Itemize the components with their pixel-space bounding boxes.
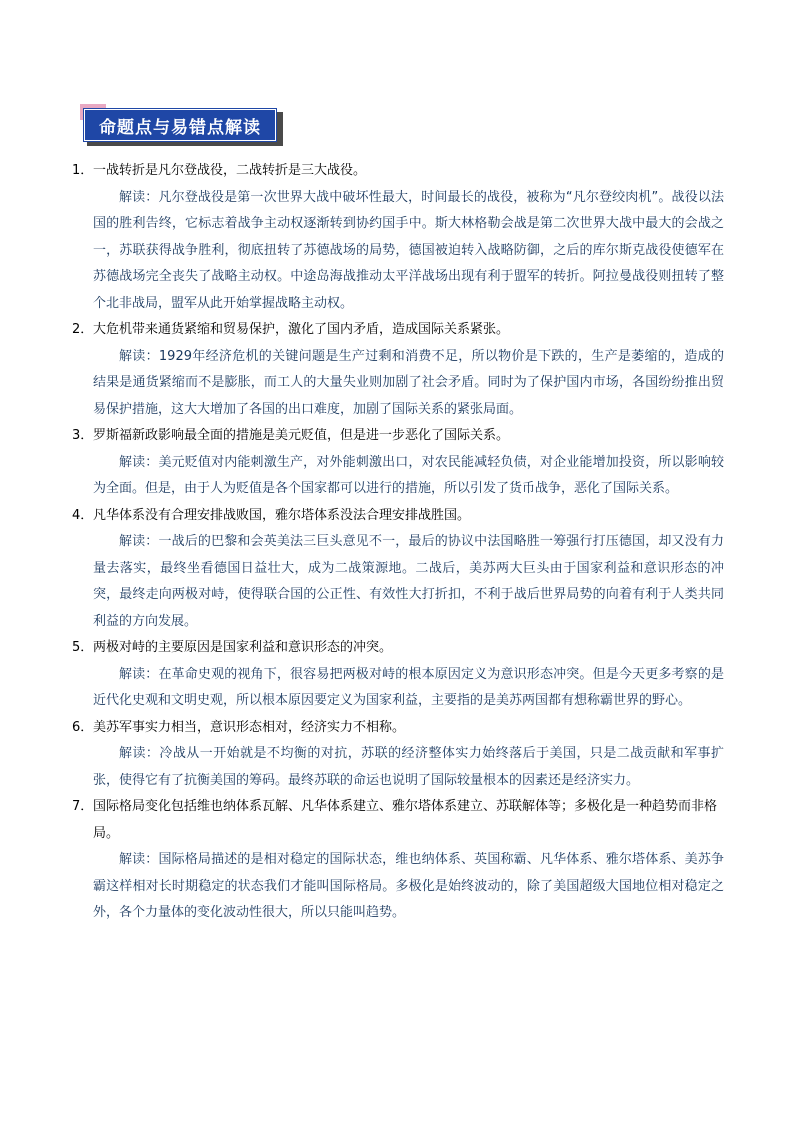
list-item [72, 635, 724, 715]
explanation [93, 529, 724, 635]
explanation-text: 1929年经济危机的关键问题是生产过剩和消费不足，所以物价是下跌的，生产是萎缩的，造成的结果是通货紧缩而不是膨胀，而工人的大量失业则加剧了社会矛盾。同时为了保护国内市场，各国纷纷推出贸易保护措施，这大大增加了各国的出口难度，加剧了国际关系的紧张局面。 [93, 348, 724, 417]
explanation-text: 凡尔登战役是第一次世界大战中破坏性最大，时间最长的战役，被称为“凡尔登绞肉机”。战役以法国的胜利告终，它标志着战争主动权逐渐转到协约国手中。斯大林格勒会战是第二次世界大战中最大的会战之一，苏联获得战争胜利，彻底扭转了苏德战场的局势，德国被迫转入战略防御，之后的库尔斯克战役使德军在苏德战场完全丧失了战略主动权。中途岛海战推动太平洋战场出现有利于盟军的转折。阿拉曼战役则扭转了整个北非战局，盟军从此开始掌握战略主动权。 [93, 189, 724, 311]
point-line [72, 158, 724, 185]
list-item [72, 503, 724, 636]
point-text: 美苏军事实力相当，意识形态相对，经济实力不相称。 [93, 719, 406, 735]
explanation-label: 解读： [119, 666, 159, 682]
points-list [72, 158, 724, 927]
list-item [72, 794, 724, 927]
point-line [72, 503, 724, 530]
item-number: 4． [72, 507, 94, 523]
point-line [72, 794, 724, 847]
list-item [72, 423, 724, 503]
explanation [93, 450, 724, 503]
explanation [93, 185, 724, 318]
item-number: 5． [72, 640, 94, 655]
item-number: 1． [72, 163, 94, 178]
point-text: 国际格局变化包括维也纳体系瓦解、凡华体系建立、雅尔塔体系建立、苏联解体等；多极化是一种趋势而非格局。 [93, 799, 718, 841]
explanation [93, 847, 724, 927]
list-item [72, 317, 724, 423]
explanation-label: 解读： [119, 189, 159, 205]
explanation-label: 解读： [119, 852, 159, 867]
explanation-label: 解读： [119, 534, 159, 549]
section-title: 命题点与易错点解读 [99, 117, 261, 138]
point-text: 罗斯福新政影响最全面的措施是美元贬值，但是进一步恶化了国际关系。 [93, 428, 510, 443]
explanation [93, 741, 724, 794]
item-number: 3． [72, 428, 94, 443]
list-item [72, 158, 724, 317]
section-header [80, 104, 284, 148]
explanation-text: 美元贬值对内能刺激生产，对外能刺激出口，对农民能减轻负债，对企业能增加投资，所以影响较为全面。但是，由于人为贬值是各个国家都可以进行的措施，所以引发了货币战争，恶化了国际关系。 [93, 454, 724, 496]
explanation-text: 在革命史观的视角下，很容易把两极对峙的根本原因定义为意识形态冲突。但是今天更多考察的是近代化史观和文明史观，所以根本原因要定义为国家利益，主要指的是美苏两国都有想称霸世界的野心。 [93, 666, 724, 708]
item-number: 6． [72, 719, 94, 735]
point-line [72, 423, 724, 450]
explanation-label: 解读： [119, 746, 160, 761]
point-line [72, 635, 724, 662]
point-text: 两极对峙的主要原因是国家利益和意识形态的冲突。 [93, 640, 393, 655]
list-item [72, 715, 724, 795]
explanation-text: 一战后的巴黎和会英美法三巨头意见不一，最后的协议中法国略胜一筹强行打压德国，却又没有力量去落实，最终坐看德国日益壮大，成为二战策源地。二战后，美苏两大巨头由于国家利益和意识形态的冲突，最终走向两极对峙，使得联合国的公正性、有效性大打折扣，不利于战后世界局势的向着有利于人类共同利益的方向发展。 [93, 534, 724, 629]
explanation-text: 冷战从一开始就是不均衡的对抗，苏联的经济整体实力始终落后于美国，只是二战贡献和军事扩张，使得它有了抗衡美国的筹码。最终苏联的命运也说明了国际较量根本的因素还是经济实力。 [93, 746, 724, 788]
point-text: 大危机带来通货紧缩和贸易保护，激化了国内矛盾，造成国际关系紧张。 [93, 322, 510, 337]
explanation-label: 解读： [119, 348, 159, 364]
point-line [72, 317, 724, 344]
item-number: 7． [72, 799, 94, 814]
explanation [93, 662, 724, 715]
explanation [93, 344, 724, 424]
explanation-text: 国际格局描述的是相对稳定的国际状态，维也纳体系、英国称霸、凡华体系、雅尔塔体系、美苏争霸这样相对长时期稳定的状态我们才能叫国际格局。多极化是始终波动的，除了美国超级大国地位相对稳定之外，各个力量体的变化波动性很大，所以只能叫趋势。 [93, 852, 724, 920]
point-line [72, 715, 724, 742]
item-number: 2． [72, 322, 94, 337]
explanation-label: 解读： [119, 454, 159, 470]
point-text: 凡华体系没有合理安排战败国，雅尔塔体系没法合理安排战胜国。 [93, 507, 471, 523]
point-text: 一战转折是凡尔登战役，二战转折是三大战役。 [93, 163, 367, 178]
section-title-box [84, 109, 276, 141]
